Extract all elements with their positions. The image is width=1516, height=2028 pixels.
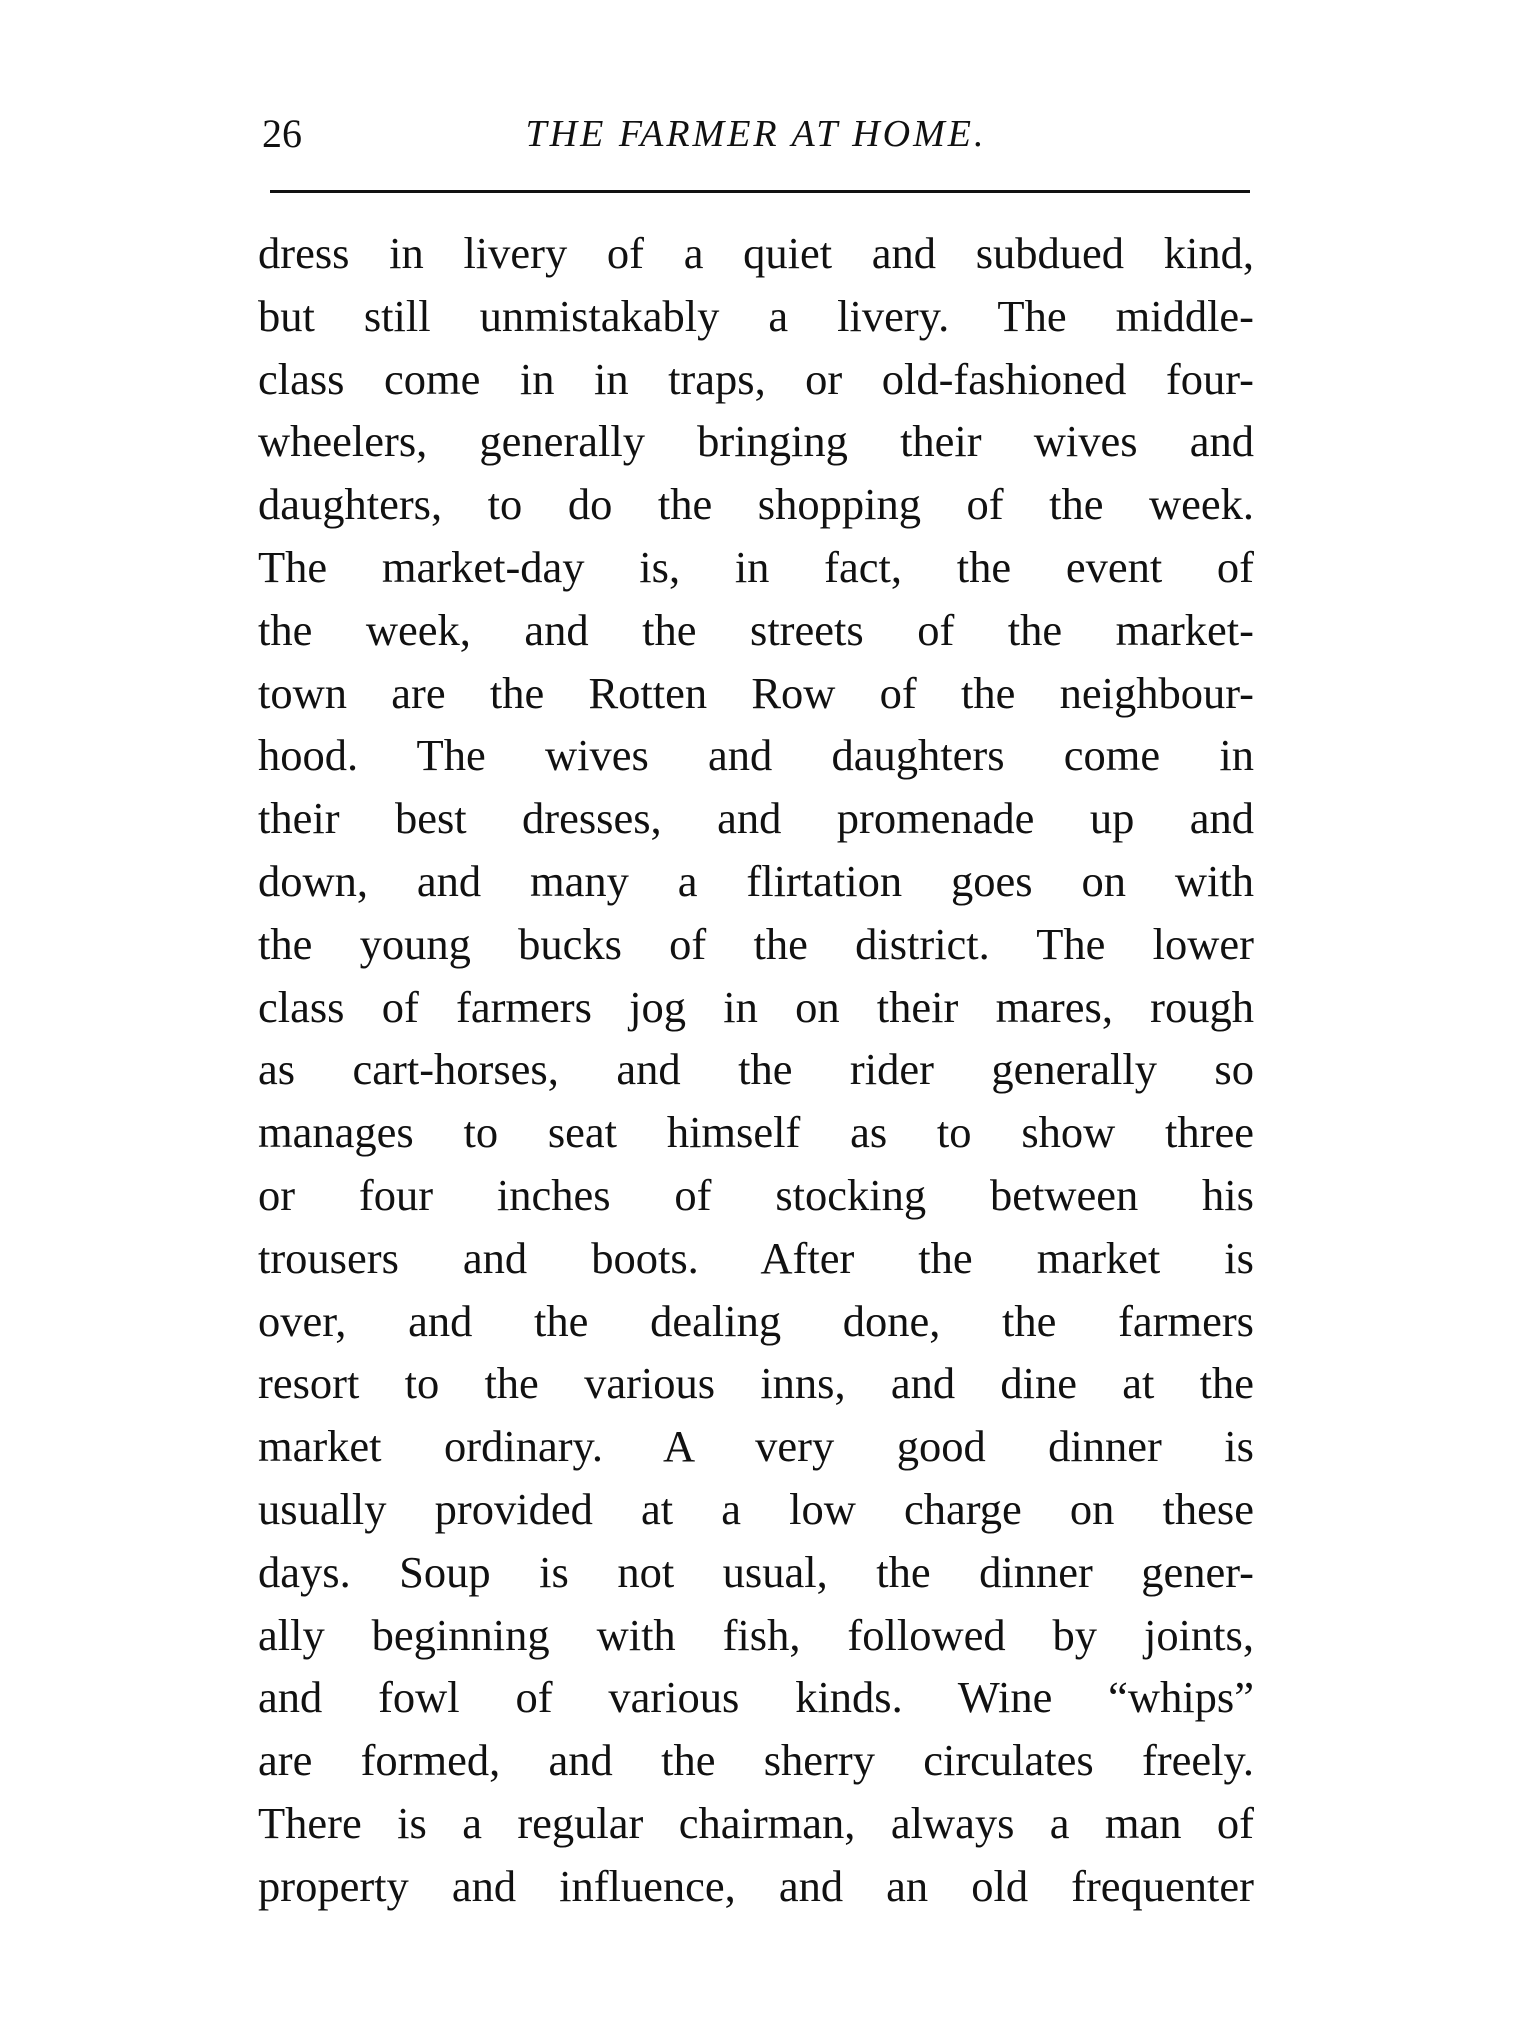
text-line: and fowl of various kinds. Wine “whips” bbox=[258, 1672, 1254, 1723]
text-line: resort to the various inns, and dine at the bbox=[258, 1358, 1254, 1409]
body-text bbox=[258, 222, 1254, 1918]
text-line: usually provided at a low charge on these bbox=[258, 1483, 1254, 1534]
text-line: manages to seat himself as to show three bbox=[258, 1107, 1254, 1158]
text-line: but still unmistakably a livery. The middle- bbox=[258, 290, 1254, 341]
text-line: town are the Rotten Row of the neighbour- bbox=[258, 667, 1254, 718]
text-line: ally beginning with fish, followed by joints, bbox=[258, 1609, 1254, 1660]
text-line: the week, and the streets of the market- bbox=[258, 604, 1254, 655]
text-line: daughters, to do the shopping of the week. bbox=[258, 479, 1254, 530]
text-line: the young bucks of the district. The lower bbox=[258, 918, 1254, 969]
text-line: their best dresses, and promenade up and bbox=[258, 793, 1254, 844]
text-line: There is a regular chairman, always a man of bbox=[258, 1797, 1254, 1848]
text-line: wheelers, generally bringing their wives and bbox=[258, 416, 1254, 467]
text-line: class of farmers jog in on their mares, rough bbox=[258, 981, 1254, 1032]
text-line: hood. The wives and daughters come in bbox=[258, 730, 1254, 781]
text-line: dress in livery of a quiet and subdued kind, bbox=[258, 228, 1254, 278]
text-line: as cart-horses, and the rider generally so bbox=[258, 1044, 1254, 1095]
text-line: The market-day is, in fact, the event of bbox=[258, 541, 1254, 592]
text-line: down, and many a flirtation goes on with bbox=[258, 855, 1254, 906]
text-line: days. Soup is not usual, the dinner gener- bbox=[258, 1546, 1254, 1597]
text-line: property and influence, and an old frequenter bbox=[258, 1860, 1254, 1911]
page-number: 26 bbox=[262, 111, 302, 156]
text-line: over, and the dealing done, the farmers bbox=[258, 1295, 1254, 1346]
running-title: THE FARMER AT HOME. bbox=[525, 113, 987, 155]
header-rule bbox=[270, 190, 1250, 193]
page-header bbox=[262, 104, 1250, 164]
text-line: class come in in traps, or old-fashioned four- bbox=[258, 353, 1254, 404]
text-line: or four inches of stocking between his bbox=[258, 1169, 1254, 1220]
text-line: market ordinary. A very good dinner is bbox=[258, 1421, 1254, 1472]
text-line: are formed, and the sherry circulates freely. bbox=[258, 1735, 1254, 1786]
text-line: trousers and boots. After the market is bbox=[258, 1232, 1254, 1283]
